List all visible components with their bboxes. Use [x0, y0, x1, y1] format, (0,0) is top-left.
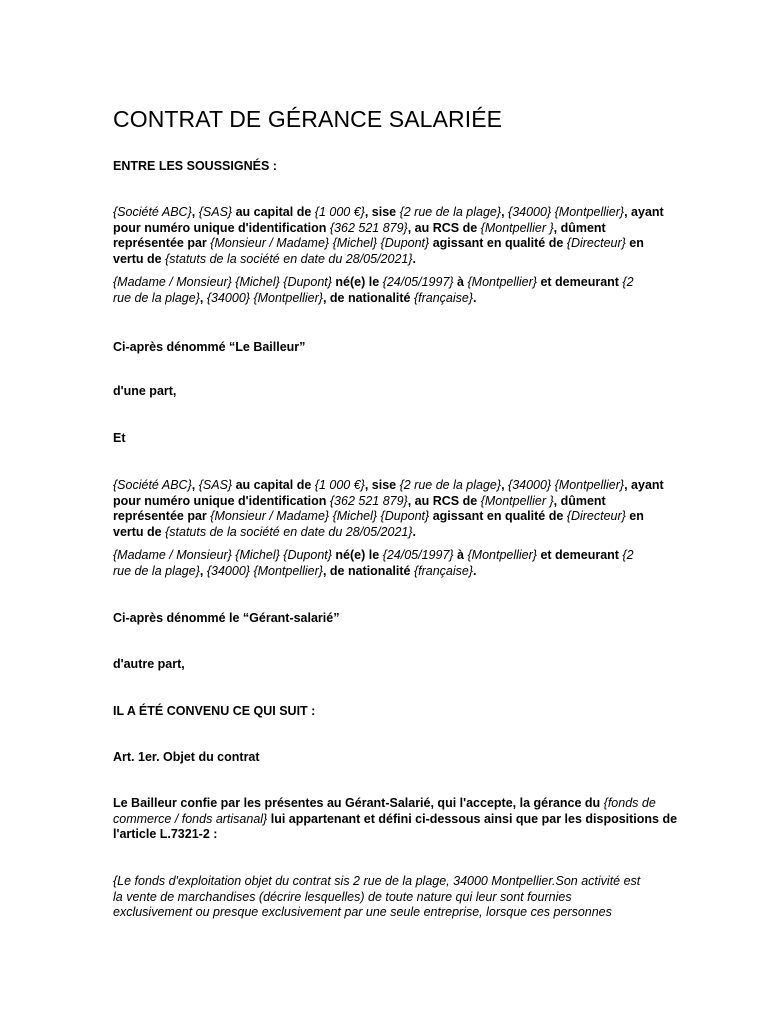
party2-person-paragraph: [113, 548, 658, 579]
party1-company-line-4: vertu de {statuts de la société en date du 28/05/2021}.: [113, 252, 417, 267]
party2-company-line-2: pour numéro unique d'identification {362 521 879}, au RCS de {Montpellier }, dûment: [113, 493, 606, 508]
party1-company-line-3: représentée par {Monsieur / Madame} {Michel} {Dupont} agissant en qualité de {Directeur} en: [113, 236, 644, 251]
article1-heading: Art. 1er. Objet du contrat: [113, 750, 260, 764]
party1-company-paragraph: [113, 205, 664, 268]
party2-company-line-3: représentée par {Monsieur / Madame} {Michel} {Dupont} agissant en qualité de {Directeur} en: [113, 509, 644, 524]
party1-company-line-2: pour numéro unique d'identification {362 521 879}, au RCS de {Montpellier }, dûment: [113, 220, 606, 235]
party2-person-line-1: {Madame / Monsieur} {Michel} {Dupont} né(e) le {24/05/1997} à {Montpellier} et demeurant {2: [113, 548, 634, 562]
party1-company-line-1: {Société ABC}, {SAS} au capital de {1 000 €}, sise {2 rue de la plage}, {34000} {Montpellier}, ayant: [113, 205, 664, 219]
article1-description-paragraph: [113, 874, 658, 921]
party2-company-line-1: {Société ABC}, {SAS} au capital de {1 000 €}, sise {2 rue de la plage}, {34000} {Montpellier}, ayant: [113, 478, 664, 492]
party2-company-line-4: vertu de {statuts de la société en date du 28/05/2021}.: [113, 525, 417, 540]
article1-description-line-3: exclusivement ou presque exclusivement par une seule entreprise, lorsque ces personnes: [113, 905, 612, 920]
document-title: CONTRAT DE GÉRANCE SALARIÉE: [113, 106, 503, 132]
article1-description-line-1: {Le fonds d'exploitation objet du contrat sis 2 rue de la plage, 34000 Montpellier.Son activité est: [113, 874, 641, 888]
article1-intro-line-3: l'article L.7321-2 :: [113, 827, 218, 842]
party1-person-line-1: {Madame / Monsieur} {Michel} {Dupont} né(e) le {24/05/1997} à {Montpellier} et demeurant {2: [113, 275, 634, 289]
article1-description-line-2: la vente de marchandises (décrire lesquelles) de toute nature qui leur sont fournies: [113, 889, 572, 904]
and-label: Et: [113, 431, 126, 445]
article1-intro-paragraph: [113, 796, 678, 843]
article1-intro-line-2: commerce / fonds artisanal} lui appartenant et défini ci-dessous ainsi que par les dispositions de: [113, 811, 678, 826]
party1-part: d'une part,: [113, 384, 177, 398]
party2-company-paragraph: [113, 478, 664, 541]
heading-parties: ENTRE LES SOUSSIGNÉS :: [113, 159, 277, 173]
article1-intro-line-1: Le Bailleur confie par les présentes au Gérant-Salarié, qui l'accepte, la gérance du {fonds de: [113, 796, 656, 810]
party2-person-line-2: rue de la plage}, {34000} {Montpellier}, de nationalité {française}.: [113, 563, 477, 578]
party2-designation: Ci-après dénommé le “Gérant-salarié”: [113, 611, 340, 625]
party1-person-line-2: rue de la plage}, {34000} {Montpellier}, de nationalité {française}.: [113, 290, 477, 305]
agreed-heading: IL A ÉTÉ CONVENU CE QUI SUIT :: [113, 704, 316, 718]
party1-person-paragraph: [113, 275, 658, 306]
party2-part: d'autre part,: [113, 657, 185, 671]
party1-designation: Ci-après dénommé “Le Bailleur”: [113, 340, 306, 354]
